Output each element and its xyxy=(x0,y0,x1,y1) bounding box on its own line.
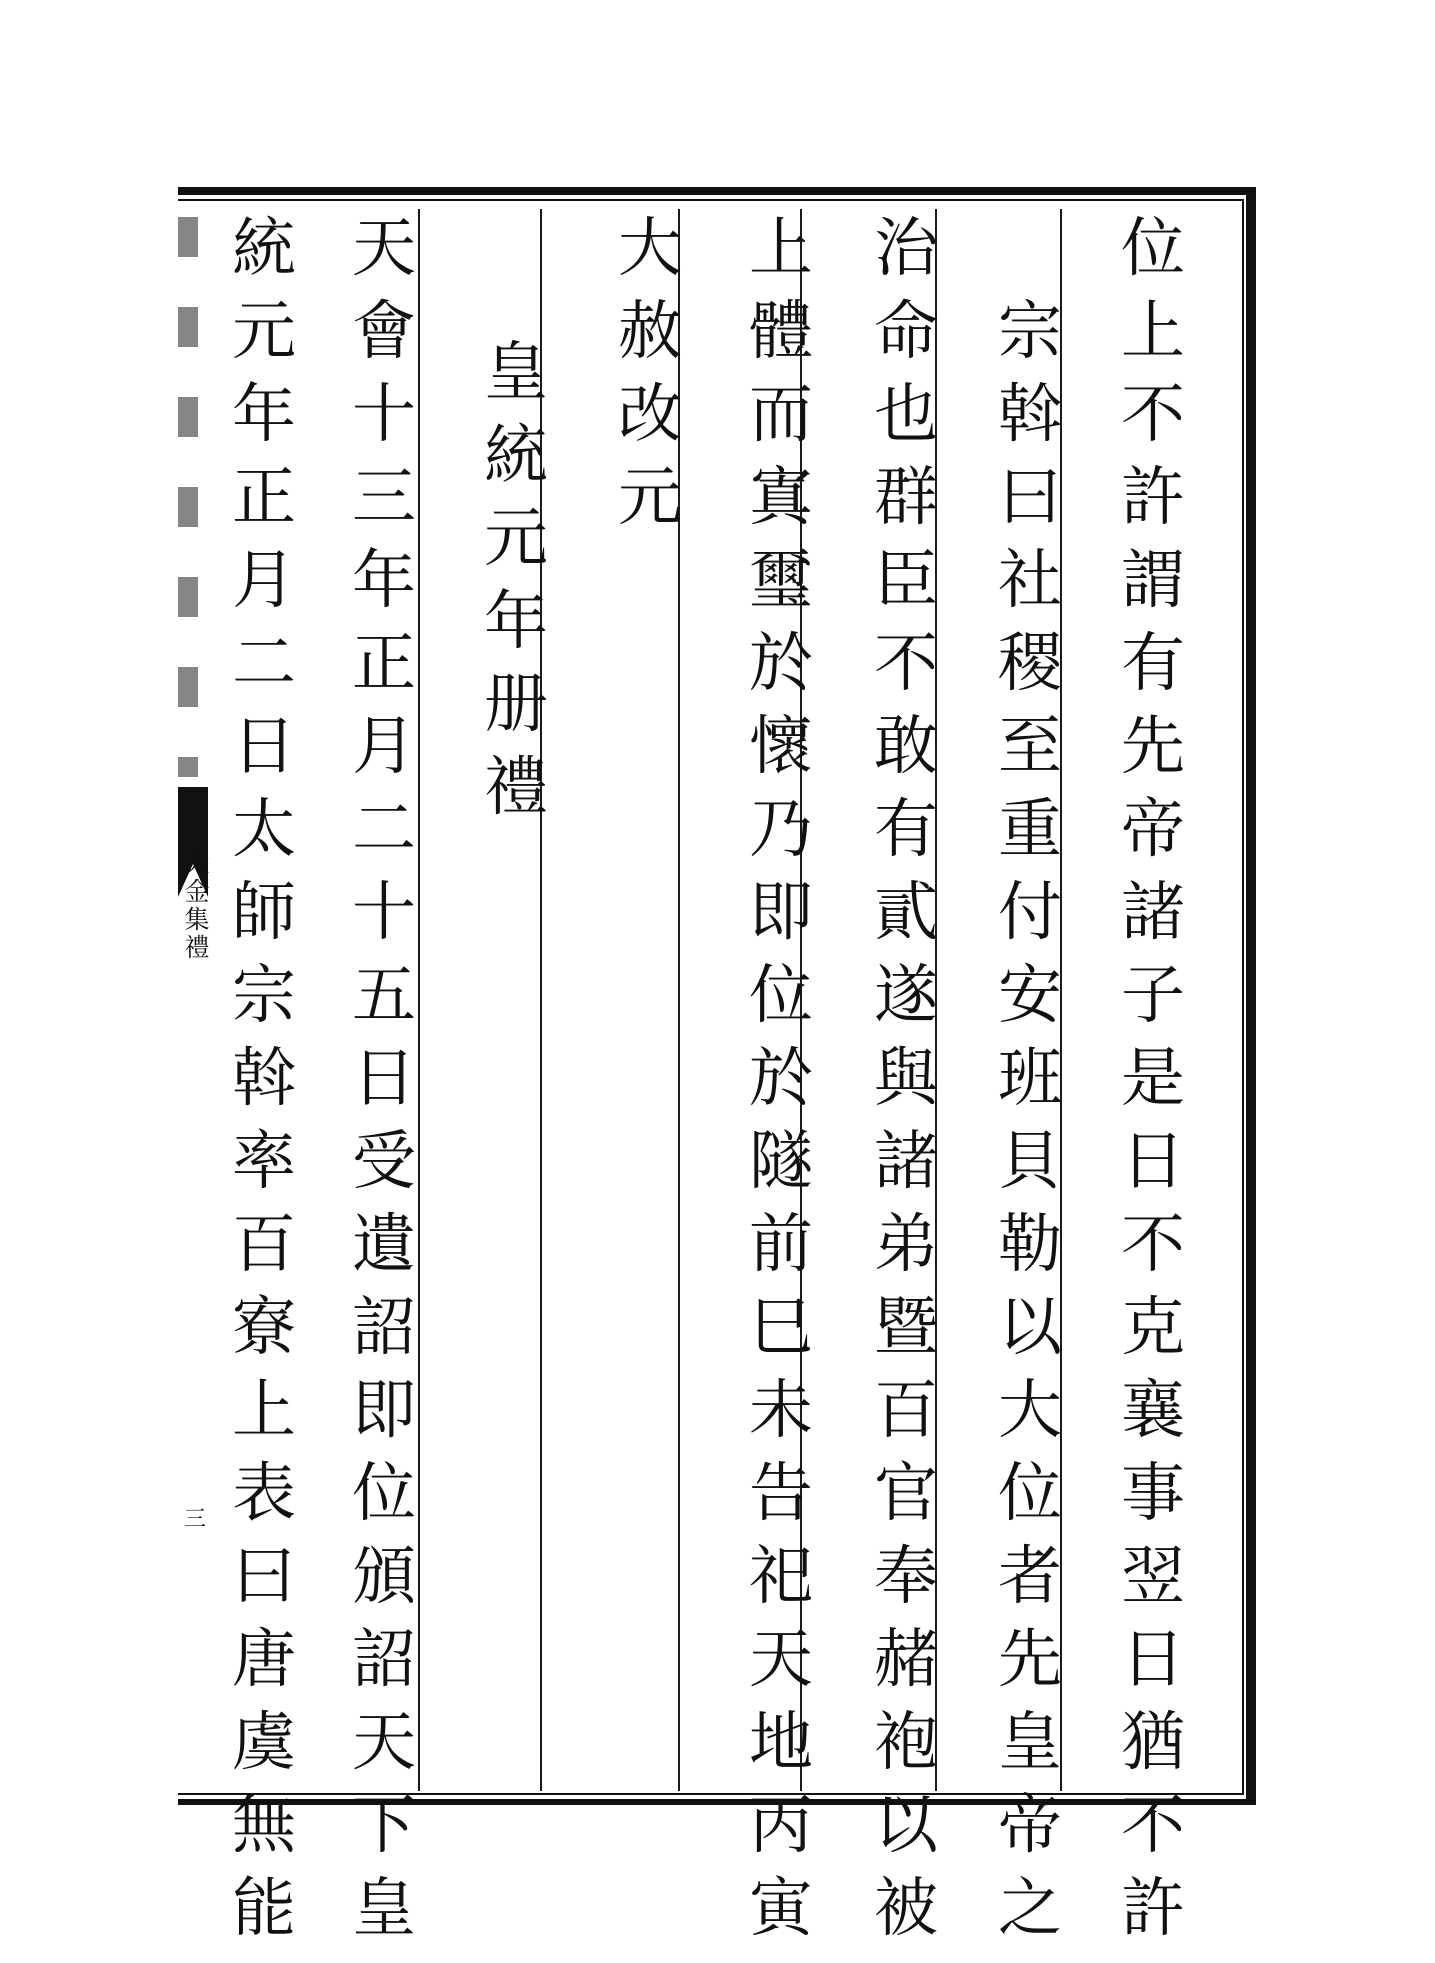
glyph: 於 xyxy=(749,627,813,701)
glyph: 三 xyxy=(352,461,416,535)
margin-title xyxy=(182,850,212,962)
glyph: 上 xyxy=(1121,295,1185,369)
text-column-4 xyxy=(745,208,817,1951)
glyph: 位 xyxy=(1121,212,1185,286)
glyph: 勒 xyxy=(998,1208,1062,1282)
glyph: 能 xyxy=(232,1872,296,1946)
glyph: 奉 xyxy=(874,1540,938,1614)
glyph: 改 xyxy=(618,378,682,452)
glyph: 地 xyxy=(749,1706,813,1780)
glyph: 命 xyxy=(874,295,938,369)
glyph: 體 xyxy=(749,295,813,369)
glyph: 宗 xyxy=(998,295,1062,369)
glyph: 猶 xyxy=(1121,1706,1185,1780)
glyph: 暨 xyxy=(874,1291,938,1365)
glyph: 詔 xyxy=(352,1291,416,1365)
margin-glyph: 集 xyxy=(184,905,210,934)
text-column-3 xyxy=(870,208,942,1951)
text-column-2 xyxy=(994,291,1066,1951)
glyph: 稷 xyxy=(998,627,1062,701)
glyph: 日 xyxy=(1121,1623,1185,1697)
glyph: 下 xyxy=(352,1789,416,1863)
glyph: 貝 xyxy=(998,1125,1062,1199)
glyph: 以 xyxy=(874,1789,938,1863)
glyph: 百 xyxy=(232,1208,296,1282)
glyph: 有 xyxy=(1121,627,1185,701)
margin-glyph: 大 xyxy=(184,849,210,878)
glyph: 天 xyxy=(352,212,416,286)
glyph: 社 xyxy=(998,544,1062,618)
glyph: 位 xyxy=(352,1457,416,1531)
margin-glyph: 禮 xyxy=(184,933,210,962)
glyph: 官 xyxy=(874,1457,938,1531)
glyph: 無 xyxy=(232,1789,296,1863)
glyph: 受 xyxy=(352,1125,416,1199)
glyph: 寮 xyxy=(232,1291,296,1365)
glyph: 袍 xyxy=(874,1706,938,1780)
glyph: 懷 xyxy=(749,710,813,784)
glyph: 有 xyxy=(874,793,938,867)
fish-mouth-ornament xyxy=(178,217,198,777)
glyph: 翌 xyxy=(1121,1540,1185,1614)
margin-glyph: 金 xyxy=(184,877,210,906)
glyph: 克 xyxy=(1121,1291,1185,1365)
text-column-1 xyxy=(1117,208,1189,1951)
glyph: 百 xyxy=(874,1374,938,1448)
glyph: 者 xyxy=(998,1540,1062,1614)
glyph: 位 xyxy=(998,1457,1062,1531)
glyph: 即 xyxy=(352,1374,416,1448)
margin-strip xyxy=(178,187,214,1805)
glyph: 元 xyxy=(484,502,548,576)
glyph: 天 xyxy=(352,1706,416,1780)
glyph: 位 xyxy=(749,959,813,1033)
glyph: 皇 xyxy=(484,336,548,410)
glyph: 元 xyxy=(232,295,296,369)
glyph: 年 xyxy=(352,544,416,618)
glyph: 會 xyxy=(352,295,416,369)
glyph: 丙 xyxy=(749,1789,813,1863)
glyph: 十 xyxy=(352,378,416,452)
glyph: 巳 xyxy=(749,1291,813,1365)
glyph: 祀 xyxy=(749,1540,813,1614)
glyph: 於 xyxy=(749,1042,813,1116)
glyph: 謂 xyxy=(1121,544,1185,618)
glyph: 貳 xyxy=(874,876,938,950)
glyph: 未 xyxy=(749,1374,813,1448)
glyph: 皇 xyxy=(998,1706,1062,1780)
glyph: 班 xyxy=(998,1042,1062,1116)
glyph: 斡 xyxy=(232,1042,296,1116)
glyph: 二 xyxy=(232,627,296,701)
glyph: 治 xyxy=(874,212,938,286)
glyph: 被 xyxy=(874,1872,938,1946)
glyph: 斡 xyxy=(998,378,1062,452)
glyph: 二 xyxy=(352,793,416,867)
glyph: 月 xyxy=(232,544,296,618)
text-column-5 xyxy=(614,208,686,540)
glyph: 事 xyxy=(1121,1457,1185,1531)
glyph: 諸 xyxy=(1121,876,1185,950)
glyph: 日 xyxy=(1121,1125,1185,1199)
glyph: 曰 xyxy=(998,461,1062,535)
glyph: 諸 xyxy=(874,1125,938,1199)
glyph: 寅 xyxy=(749,1872,813,1946)
glyph: 遂 xyxy=(874,959,938,1033)
glyph: 先 xyxy=(998,1623,1062,1697)
glyph: 襄 xyxy=(1121,1374,1185,1448)
glyph: 上 xyxy=(749,212,813,286)
glyph: 赦 xyxy=(618,295,682,369)
glyph: 以 xyxy=(998,1291,1062,1365)
glyph: 表 xyxy=(232,1457,296,1531)
glyph: 不 xyxy=(1121,1789,1185,1863)
glyph: 大 xyxy=(618,212,682,286)
glyph: 敢 xyxy=(874,710,938,784)
glyph: 許 xyxy=(1121,1872,1185,1946)
glyph: 與 xyxy=(874,1042,938,1116)
glyph: 月 xyxy=(352,710,416,784)
glyph: 虞 xyxy=(232,1706,296,1780)
glyph: 上 xyxy=(232,1374,296,1448)
glyph: 年 xyxy=(484,585,548,659)
glyph: 許 xyxy=(1121,461,1185,535)
glyph: 唐 xyxy=(232,1623,296,1697)
glyph: 帝 xyxy=(1121,793,1185,867)
glyph: 曰 xyxy=(232,1540,296,1614)
glyph: 太 xyxy=(232,793,296,867)
glyph: 日 xyxy=(352,1042,416,1116)
text-column-8 xyxy=(228,208,300,1951)
glyph: 年 xyxy=(232,378,296,452)
glyph: 不 xyxy=(1121,378,1185,452)
glyph: 即 xyxy=(749,876,813,950)
glyph: 元 xyxy=(618,461,682,535)
glyph: 頒 xyxy=(352,1540,416,1614)
glyph: 不 xyxy=(1121,1208,1185,1282)
glyph: 璽 xyxy=(749,544,813,618)
text-column-6 xyxy=(480,332,552,830)
glyph: 群 xyxy=(874,461,938,535)
glyph: 率 xyxy=(232,1125,296,1199)
glyph: 詔 xyxy=(352,1623,416,1697)
glyph: 赭 xyxy=(874,1623,938,1697)
glyph: 至 xyxy=(998,710,1062,784)
glyph: 禮 xyxy=(484,751,548,825)
glyph: 臣 xyxy=(874,544,938,618)
glyph: 安 xyxy=(998,959,1062,1033)
glyph: 付 xyxy=(998,876,1062,950)
glyph: 統 xyxy=(484,419,548,493)
glyph: 正 xyxy=(232,461,296,535)
glyph: 師 xyxy=(232,876,296,950)
inner-border xyxy=(178,199,1244,1795)
glyph: 告 xyxy=(749,1457,813,1531)
glyph: 也 xyxy=(874,378,938,452)
glyph: 遺 xyxy=(352,1208,416,1282)
glyph: 而 xyxy=(749,378,813,452)
glyph: 隧 xyxy=(749,1125,813,1199)
page-frame xyxy=(178,187,1256,1805)
glyph: 寘 xyxy=(749,461,813,535)
glyph: 日 xyxy=(232,710,296,784)
glyph: 十 xyxy=(352,876,416,950)
glyph: 宗 xyxy=(232,959,296,1033)
glyph: 先 xyxy=(1121,710,1185,784)
glyph: 正 xyxy=(352,627,416,701)
glyph: 統 xyxy=(232,212,296,286)
glyph: 弟 xyxy=(874,1208,938,1282)
glyph: 之 xyxy=(998,1872,1062,1946)
glyph: 不 xyxy=(874,627,938,701)
glyph: 重 xyxy=(998,793,1062,867)
glyph: 帝 xyxy=(998,1789,1062,1863)
glyph: 皇 xyxy=(352,1872,416,1946)
glyph: 前 xyxy=(749,1208,813,1282)
glyph: 册 xyxy=(484,668,548,742)
text-column-7 xyxy=(348,208,420,1951)
glyph: 天 xyxy=(749,1623,813,1697)
glyph: 五 xyxy=(352,959,416,1033)
glyph: 乃 xyxy=(749,793,813,867)
glyph: 是 xyxy=(1121,1042,1185,1116)
folio-number: 三 xyxy=(184,1507,207,1532)
glyph: 子 xyxy=(1121,959,1185,1033)
glyph: 大 xyxy=(998,1374,1062,1448)
